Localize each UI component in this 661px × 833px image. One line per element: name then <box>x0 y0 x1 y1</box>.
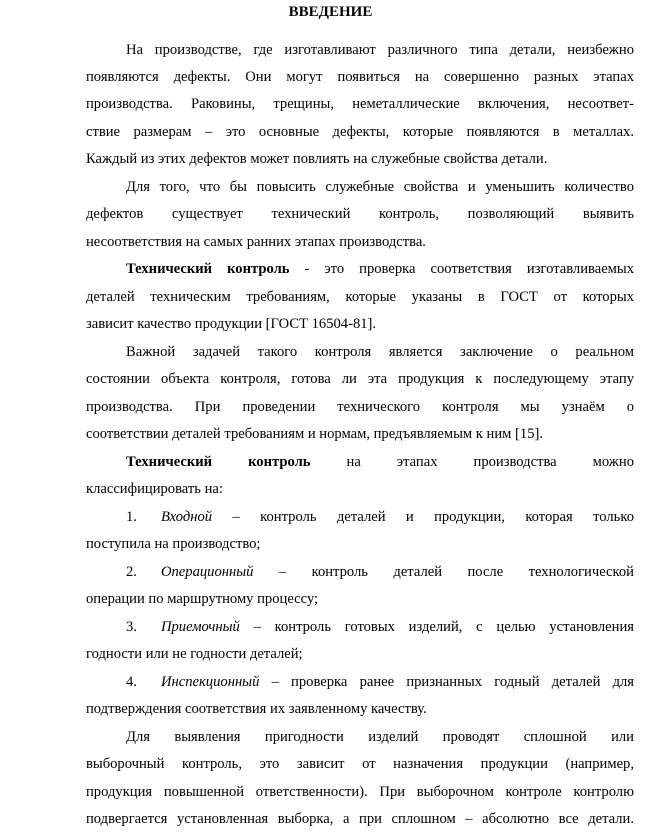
paragraph-line: состоянии объекта контроля, готова ли эта продукция к последующему этапу <box>86 371 634 387</box>
paragraph-line: выборочный контроль, это зависит от назначения продукции (например, <box>86 756 634 772</box>
list-term: Входной <box>160 509 213 525</box>
paragraph-line: продукция повышенной ответственности). При выборочном контроле контролю <box>86 784 634 800</box>
paragraph-line: Каждый из этих дефектов может повлиять на служебные свойства детали. <box>86 151 548 167</box>
list-text: – контроль деталей и продукции, которая только <box>212 509 634 525</box>
bold-term: Технический контроль <box>126 454 311 470</box>
list-item-cont: подтверждения соответствия их заявленному качеству. <box>86 701 427 717</box>
section-title: ВВЕДЕНИЕ <box>288 4 373 20</box>
list-item <box>126 507 634 527</box>
paragraph-line: Для выявления пригодности изделий проводят сплошной или <box>126 729 634 745</box>
list-text: – контроль готовых изделий, с целью установления <box>239 619 634 635</box>
paragraph-line: производства. Раковины, трещины, неметаллические включения, несоответ- <box>86 96 634 112</box>
list-text: – проверка ранее признанных годный деталей для <box>259 674 634 690</box>
paragraph-line: несоответствия на самых ранних этапах производства. <box>86 234 426 250</box>
list-item-cont: операции по маршрутному процессу; <box>86 591 319 607</box>
paragraph-line: На производстве, где изготавливают различного типа детали, неизбежно <box>126 42 634 58</box>
list-item <box>126 562 634 582</box>
list-number: 2. <box>126 564 137 580</box>
paragraph-line <box>126 452 634 472</box>
paragraph-line: появляются дефекты. Они могут появиться на совершенно разных этапах <box>86 69 634 85</box>
paragraph-line: соответствии деталей требованиям и нормам, предъявляемым к ним [15]. <box>86 426 543 442</box>
list-item-cont: поступила на производство; <box>86 536 261 552</box>
paragraph-line <box>126 259 634 279</box>
paragraph-line: Важной задачей такого контроля является заключение о реальном <box>126 344 634 360</box>
paragraph-line: производства. При проведении технического контроля мы узнаём о <box>86 399 634 415</box>
list-item-cont: годности или не годности деталей; <box>86 646 303 662</box>
line-text: - это проверка соответствия изготавливаемых <box>289 261 635 277</box>
list-number: 1. <box>126 509 137 525</box>
paragraph-line: ствие размерам – это основные дефекты, которые появляются в металлах. <box>86 124 634 140</box>
list-term: Приемочный <box>160 619 240 635</box>
paragraph-line: подвергается установленная выборка, а при сплошном – абсолютно все детали. <box>86 811 634 827</box>
paragraph-line: Для того, что бы повысить служебные свойства и уменьшить количество <box>126 179 634 195</box>
list-term: Операционный <box>160 564 254 580</box>
paragraph-line: классифицировать на: <box>86 481 223 497</box>
list-term: Инспекционный <box>160 674 260 690</box>
paragraph-line: дефектов существует технический контроль, позволяющий выявить <box>86 206 634 222</box>
paragraph-line: деталей техническим требованиям, которые указаны в ГОСТ от которых <box>86 289 634 305</box>
list-text: – контроль деталей после технологической <box>253 564 634 580</box>
list-number: 4. <box>126 674 137 690</box>
list-item <box>126 672 634 692</box>
list-number: 3. <box>126 619 137 635</box>
bold-term: Технический контроль <box>126 261 290 277</box>
paragraph-line: зависит качество продукции [ГОСТ 16504-81]. <box>86 316 377 332</box>
line-text: на этапах производства можно <box>310 454 635 470</box>
list-item <box>126 617 634 637</box>
